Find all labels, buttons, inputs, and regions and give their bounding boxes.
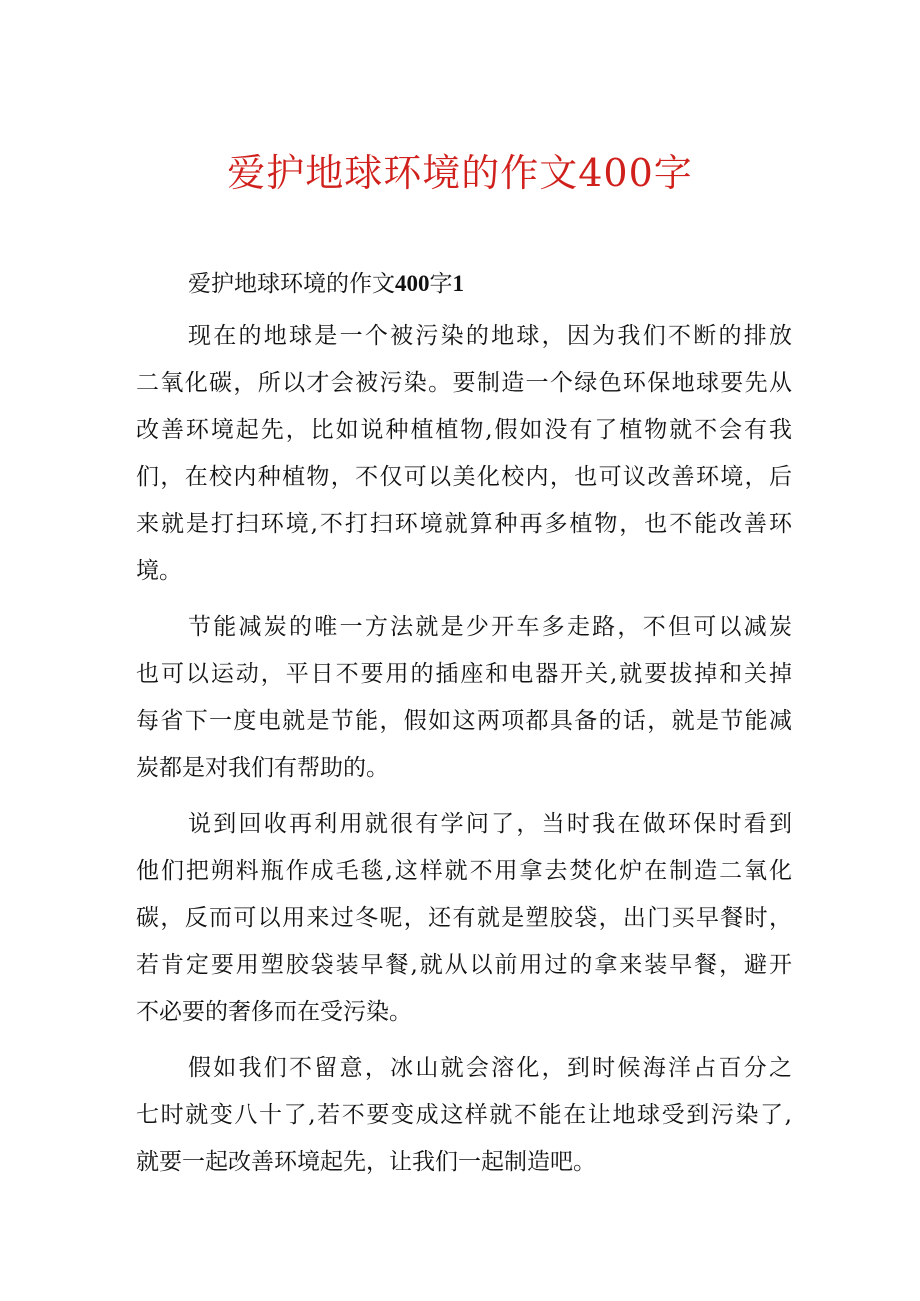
paragraph-line: 每省下一度电就是节能，假如这两项都具备的话，就是节能减 [136, 708, 792, 734]
paragraph-line: 改善环境起先，比如说种植植物,假如没有了植物就不会有我 [136, 417, 792, 443]
subtitle-suffix: 字 [429, 271, 453, 297]
paragraph-line: 碳，反而可以用来过冬呢，还有就是塑胶袋，出门买早餐时， [136, 905, 792, 931]
paragraph-line: 也可以运动，平日不要用的插座和电器开关,就要拔掉和关掉 [136, 661, 792, 687]
paragraph-line: 节能减炭的唯一方法就是少开车多走路，不但可以减炭 [188, 614, 792, 640]
subtitle-index: 1 [452, 271, 464, 296]
paragraph-line: 七时就变八十了,若不要变成这样就不能在让地球受到污染了, [136, 1102, 792, 1128]
subtitle-number: 400 [395, 271, 430, 296]
paragraph-line: 说到回收再利用就很有学问了，当时我在做环保时看到 [188, 811, 792, 837]
paragraph-line: 现在的地球是一个被污染的地球，因为我们不断的排放 [188, 323, 792, 349]
paragraph-line: 境。 [136, 558, 182, 584]
paragraph-1 [136, 313, 792, 595]
paragraph-line: 们，在校内种植物，不仅可以美化校内，也可议改善环境，后 [136, 464, 792, 490]
essay-subtitle [188, 268, 464, 300]
paragraph-line: 二氧化碳，所以才会被污染。要制造一个绿色环保地球要先从 [136, 370, 792, 396]
essay-body [136, 313, 792, 1195]
paragraph-line: 炭都是对我们有帮助的。 [136, 755, 389, 781]
paragraph-2 [136, 604, 792, 792]
paragraph-line: 他们把朔料瓶作成毛毯,这样就不用拿去焚化炉在制造二氧化 [136, 858, 792, 884]
paragraph-line: 假如我们不留意，冰山就会溶化，到时候海洋占百分之 [188, 1055, 792, 1081]
paragraph-line: 不必要的奢侈而在受污染。 [136, 999, 412, 1025]
paragraph-3 [136, 801, 792, 1036]
paragraph-4 [136, 1045, 792, 1186]
subtitle-text: 爱护地球环境的作文 [188, 271, 395, 297]
document-title: 爱护地球环境的作文400字 [227, 151, 693, 195]
paragraph-line: 若肯定要用塑胶袋装早餐,就从以前用过的拿来装早餐，避开 [136, 952, 792, 978]
paragraph-line: 就要一起改善环境起先，让我们一起制造吧。 [136, 1149, 596, 1175]
paragraph-line: 来就是打扫环境,不打扫环境就算种再多植物，也不能改善环 [136, 511, 792, 537]
